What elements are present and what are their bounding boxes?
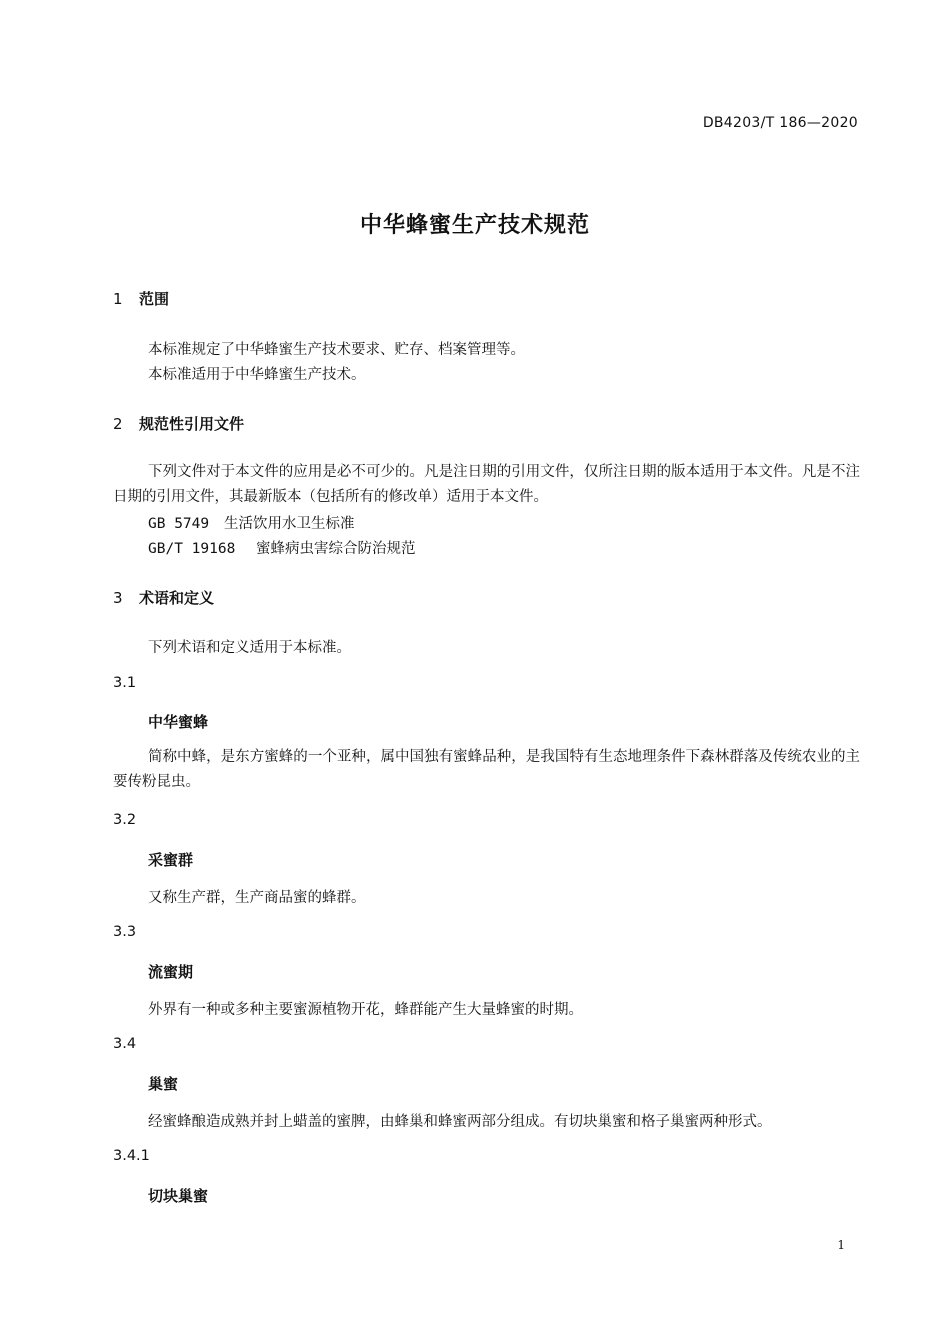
document-number: DB4203/T 186—2020 [702,115,858,131]
section-title: 规范性引用文件 [139,415,245,433]
section-title: 术语和定义 [139,589,215,607]
term-definition: 简称中蜂，是东方蜜蜂的一个亚种，属中国独有蜜蜂品种，是我国特有生态地理条件下森林群落及传统农业的主要传粉昆虫。 [113,749,860,790]
terms-intro-paragraph: 下列术语和定义适用于本标准。 [148,640,351,656]
section-number: 3 [113,589,123,607]
section-number: 2 [113,415,123,433]
term-name: 采蜜群 [148,851,194,869]
term-number: 3.4 [113,1036,137,1052]
scope-paragraph-1: 本标准规定了中华蜂蜜生产技术要求、贮存、档案管理等。 [148,342,525,358]
section-number: 1 [113,290,123,308]
reference-title: 蜜蜂病虫害综合防治规范 [256,541,416,557]
reference-code: GB 5749 [148,516,210,532]
reference-item [148,537,416,558]
term-number: 3.3 [113,924,137,940]
term-definition: 经蜜蜂酿造成熟并封上蜡盖的蜜脾，由蜂巢和蜂蜜两部分组成。有切块巢蜜和格子巢蜜两种形式。 [148,1114,772,1130]
page-number: 1 [837,1238,845,1252]
term-name: 巢蜜 [148,1075,179,1093]
section-heading-normative [113,413,244,434]
reference-code: GB/T 19168 [148,541,236,557]
term-definition: 又称生产群，生产商品蜜的蜂群。 [148,890,366,906]
term-name: 流蜜期 [148,963,194,981]
reference-item [148,512,355,533]
term-name: 切块巢蜜 [148,1187,209,1205]
term-name: 中华蜜蜂 [148,713,209,731]
scope-paragraph-2: 本标准适用于中华蜂蜜生产技术。 [148,367,366,383]
normative-intro-paragraph: 下列文件对于本文件的应用是必不可少的。凡是注日期的引用文件，仅所注日期的版本适用于本文件。凡是不注日期的引用文件，其最新版本（包括所有的修改单）适用于本文件。 [113,464,860,505]
document-title: 中华蜂蜜生产技术规范 [359,213,590,238]
section-heading-scope [113,288,169,309]
reference-title: 生活饮用水卫生标准 [224,516,355,532]
term-number: 3.2 [113,812,137,828]
term-number: 3.4.1 [113,1148,150,1164]
term-definition: 外界有一种或多种主要蜜源植物开花，蜂群能产生大量蜂蜜的时期。 [148,1002,583,1018]
section-title: 范围 [139,290,170,308]
section-heading-terms [113,587,214,608]
term-number: 3.1 [113,675,137,691]
